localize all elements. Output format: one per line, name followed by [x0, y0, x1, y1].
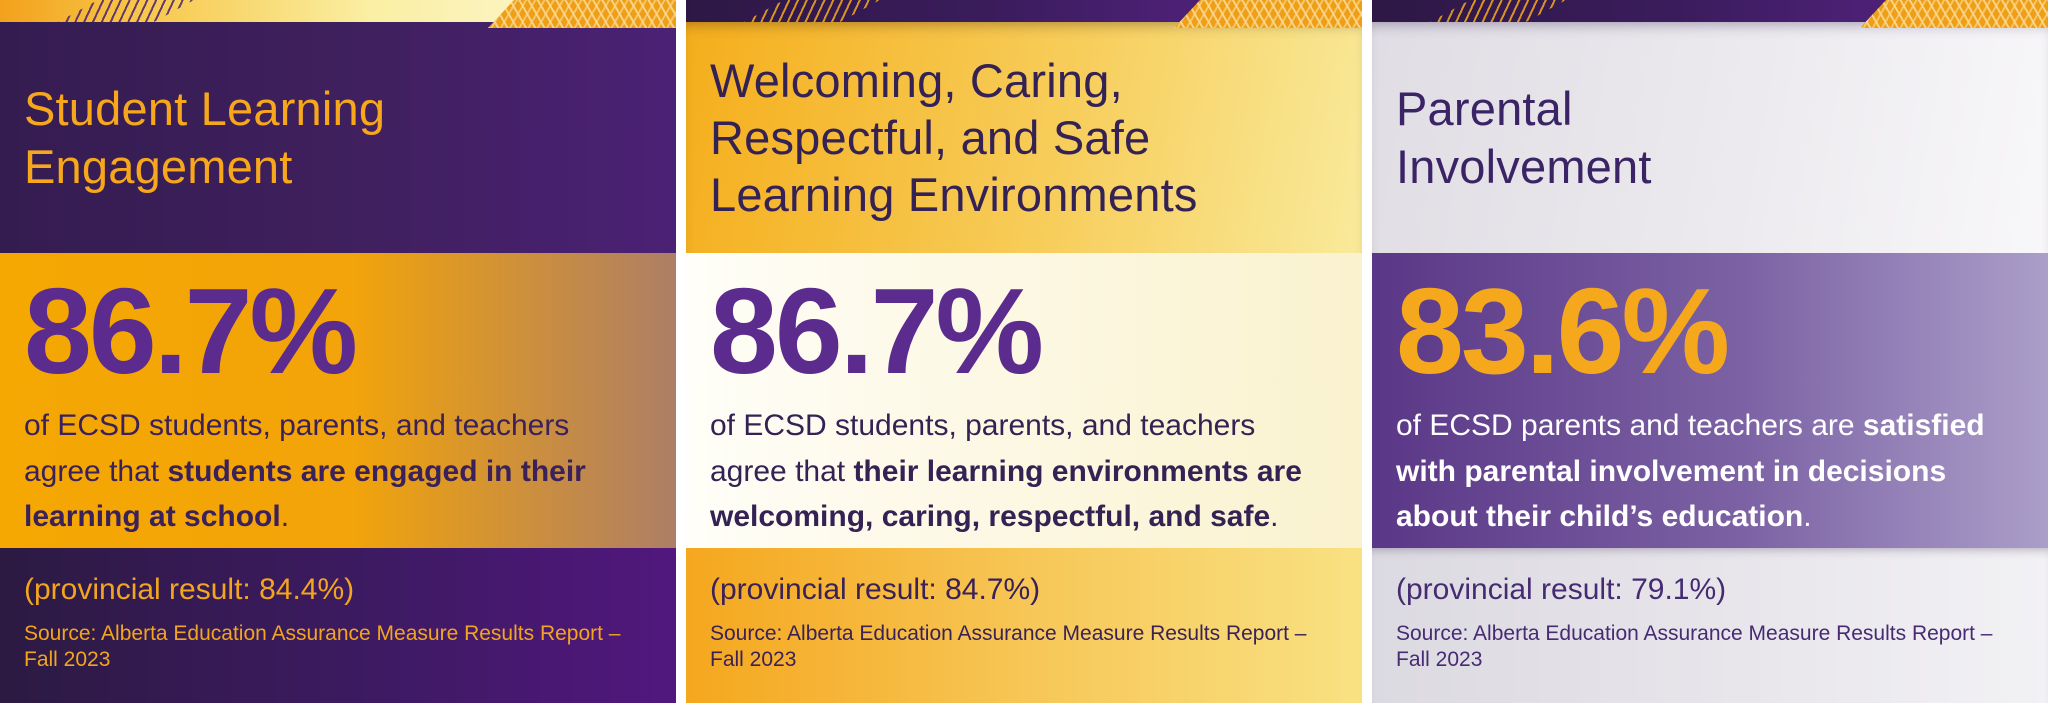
top-decorative-band: [1372, 0, 2048, 22]
panel-footer: [686, 548, 1362, 703]
top-decorative-band: [686, 0, 1362, 22]
panel-title: Welcoming, Caring, Respectful, and Safe Learning Environments: [710, 53, 1198, 222]
panel-stats: [0, 253, 676, 548]
chevron-pattern: [1174, 0, 1362, 28]
panel-footer: [0, 548, 676, 703]
panel-title: Student Learning Engagement: [24, 82, 386, 193]
stat-description-text: of ECSD parents and teachers are: [1396, 409, 1863, 443]
stat-value: 86.7%: [710, 263, 1041, 399]
panel-header: [0, 22, 676, 253]
stat-description: [24, 403, 632, 540]
stat-description: [1396, 403, 2004, 540]
source-text: Source: Alberta Education Assurance Measure Results Report – Fall 2023: [24, 622, 621, 671]
provincial-result: (provincial result: 79.1%): [1396, 573, 1727, 607]
stat-description-text: of ECSD students, parents, and teachers agree that: [710, 409, 1256, 488]
stat-description-period: .: [1803, 500, 1812, 534]
stat-value: 83.6%: [1396, 263, 1727, 399]
provincial-result: (provincial result: 84.7%): [710, 573, 1041, 607]
stat-description-bold: satisfied with parental involvement in decisions about their child’s education: [1396, 409, 1985, 534]
panel-student-learning-engagement: [0, 0, 676, 703]
provincial-result: (provincial result: 84.4%): [24, 573, 355, 607]
stat-description-period: .: [280, 500, 290, 534]
panel-parental-involvement: [1372, 0, 2048, 703]
chevron-pattern: [488, 0, 676, 28]
panel-title: Parental Involvement: [1396, 82, 1652, 193]
stat-description-period: .: [1270, 500, 1279, 534]
stat-value: 86.7%: [24, 263, 355, 399]
stat-description: [710, 403, 1318, 540]
top-decorative-band: [0, 0, 676, 22]
source-text: Source: Alberta Education Assurance Measure Results Report – Fall 2023: [1396, 622, 1993, 671]
panel-footer: [1372, 548, 2048, 703]
panel-header: [1372, 22, 2048, 253]
stat-description-text: of ECSD students, parents, and teachers agree that: [24, 409, 570, 488]
panel-stats: [686, 253, 1362, 548]
stat-description-bold: their learning environments are welcoming, caring, respectful, and safe: [710, 454, 1302, 534]
panel-learning-environments: [686, 0, 1362, 703]
source-text: Source: Alberta Education Assurance Measure Results Report – Fall 2023: [710, 622, 1307, 671]
panel-header: [686, 22, 1362, 253]
stat-description-bold: students are engaged in their learning at school: [24, 454, 586, 534]
chevron-pattern: [1860, 0, 2048, 28]
panel-stats: [1372, 253, 2048, 548]
